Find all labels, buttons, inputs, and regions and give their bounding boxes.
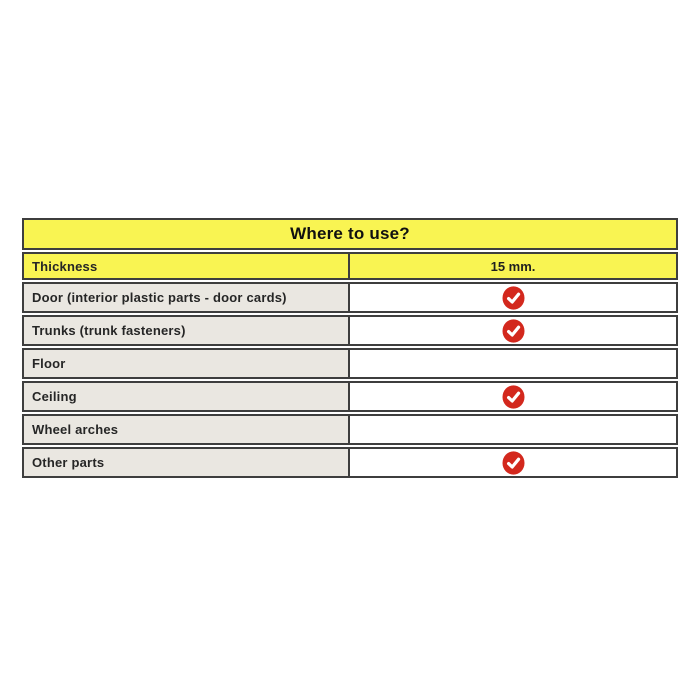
part-name-label: Floor — [32, 356, 66, 371]
table-title: Where to use? — [290, 224, 410, 243]
checkmark-circle-icon — [502, 385, 525, 409]
table-row — [22, 348, 678, 379]
thickness-header-label: Thickness — [32, 258, 98, 274]
part-name-label: Ceiling — [32, 389, 77, 404]
part-name-cell — [24, 284, 350, 311]
check-cell — [350, 284, 676, 311]
table-row — [22, 447, 678, 478]
where-to-use-table — [22, 218, 678, 480]
part-name-cell — [24, 416, 350, 443]
checkmark-circle-icon — [502, 286, 525, 310]
table-row — [22, 315, 678, 346]
table-title-row — [22, 218, 678, 250]
check-cell — [350, 383, 676, 410]
part-name-label: Wheel arches — [32, 422, 119, 437]
part-name-label: Door (interior plastic parts - door cards) — [32, 290, 287, 305]
part-name-label: Trunks (trunk fasteners) — [32, 323, 186, 338]
table-header-row — [22, 252, 678, 280]
part-name-cell — [24, 317, 350, 344]
thickness-header-cell — [24, 254, 350, 278]
part-name-cell — [24, 449, 350, 476]
table-row — [22, 381, 678, 412]
part-name-cell — [24, 350, 350, 377]
check-cell — [350, 317, 676, 344]
size-header-cell — [350, 254, 676, 278]
checkmark-circle-icon — [502, 451, 525, 475]
part-name-cell — [24, 383, 350, 410]
check-cell — [350, 350, 676, 377]
table-body — [22, 282, 678, 478]
checkmark-circle-icon — [502, 319, 525, 343]
size-header-label: 15 mm. — [490, 258, 536, 274]
check-cell — [350, 449, 676, 476]
check-cell — [350, 416, 676, 443]
table-row — [22, 414, 678, 445]
table-row — [22, 282, 678, 313]
part-name-label: Other parts — [32, 455, 105, 470]
